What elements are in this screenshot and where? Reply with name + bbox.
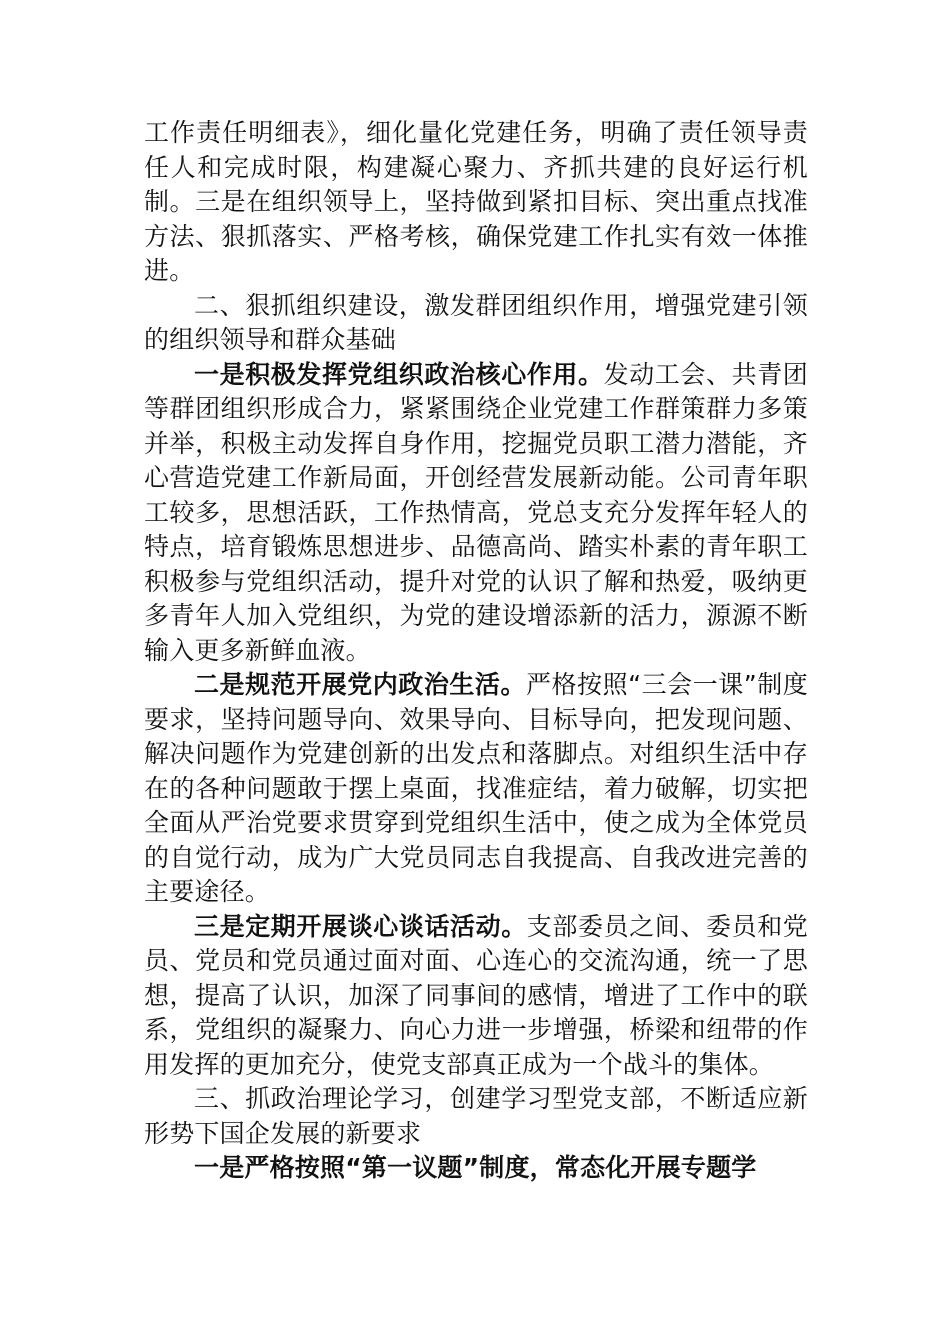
paragraph-item [144,1151,808,1186]
heading-text: 二、狠抓组织建设，激发群团组织作用，增强党建引领的组织领导和群众基础 [144,290,808,354]
paragraph-lead: 一是积极发挥党组织政治核心作用。 [194,359,604,389]
paragraph-lead: 二是规范开展党内政治生活。 [194,670,526,699]
document-body [144,116,808,1186]
paragraph-item [144,358,808,669]
section-heading-3 [144,1082,808,1151]
paragraph-lead: 三是定期开展谈心谈话活动。 [194,911,527,941]
paragraph-item [144,668,808,910]
paragraph-text: 严格按照“三会一课”制度要求，坚持问题导向、效果导向、目标导向，把发现问题、解决问题作为党建创新的出发点和落脚点。对组织生活中存在的各种问题敢于摆上桌面，找准症结，着力破解，切实把全面从严治党要求贯穿到党组织生活中，使之成为全体党员的自觉行动，成为广大党员同志自我提高、自我改进完善的主要途径。 [144,670,808,906]
paragraph-text: 发动工会、共青团等群团组织形成合力，紧紧围绕企业党建工作群策群力多策并举，积极主动发挥自身作用，挖掘党员职工潜力潜能，齐心营造党建工作新局面，开创经营发展新动能。公司青年职工较多，思想活跃，工作热情高，党总支充分发挥年轻人的特点，培育锻炼思想进步、品德高尚、踏实朴素的青年职工积极参与党组织活动，提升对党的认识了解和热爱，吸纳更多青年人加入党组织，为党的建设增添新的活力，源源不断输入更多新鲜血液。 [144,359,808,665]
paragraph-lead: 一是严格按照“第一议题”制度，常态化开展专题学 [194,1153,757,1182]
paragraph-item [144,910,808,1083]
section-heading-2 [144,289,808,358]
paragraph-text: 工作责任明细表》，细化量化党建任务，明确了责任领导责任人和完成时限，构建凝心聚力、齐抓共建的良好运行机制。三是在组织领导上，坚持做到紧扣目标、突出重点找准方法、狠抓落实、严格考核，确保党建工作扎实有效一体推进。 [144,118,808,285]
paragraph-continuation [144,116,808,289]
heading-text: 三、抓政治理论学习，创建学习型党支部，不断适应新形势下国企发展的新要求 [144,1084,808,1148]
paragraph-text: 支部委员之间、委员和党员、党员和党员通过面对面、心连心的交流沟通，统一了思想，提高了认识，加深了同事间的感情，增进了工作中的联系，党组织的凝聚力、向心力进一步增强，桥梁和纽带的作用发挥的更加充分，使党支部真正成为一个战斗的集体。 [144,911,808,1079]
